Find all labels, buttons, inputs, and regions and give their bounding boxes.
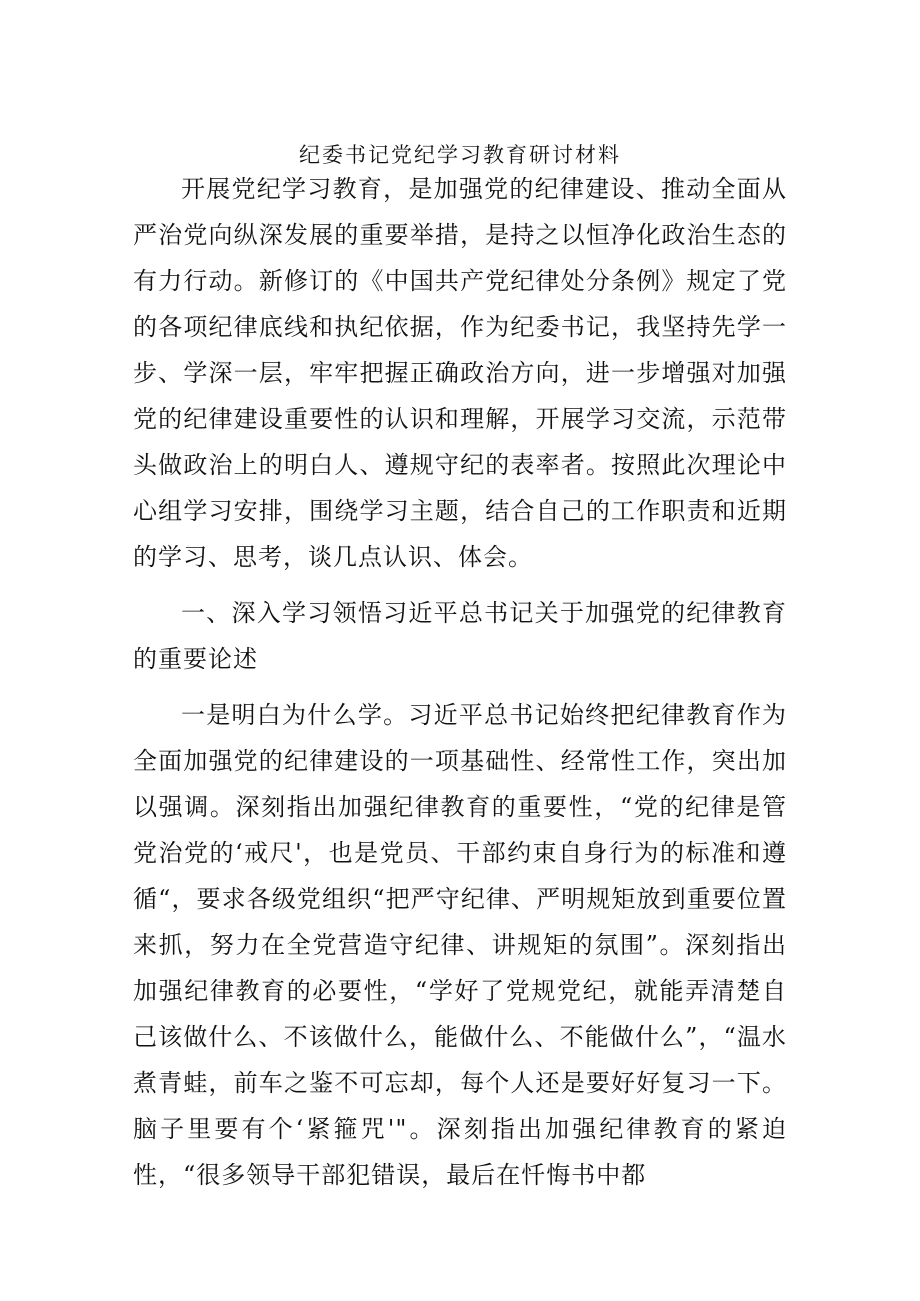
document-body [133,166,787,1198]
paragraph-why-study: 一是明白为什么学。习近平总书记始终把纪律教育作为全面加强党的纪律建设的一项基础性、经常性工作，突出加以强调。深刻指出加强纪律教育的重要性，“党的纪律是管党治党的‘戒尺'，也是党员、干部约束自身行为的标准和遵循“，要求各级党组织“把严守纪律、严明规矩放到重要位置来抓，努力在全党营造守纪律、讲规矩的氛围”。深刻指出加强纪律教育的必要性，“学好了党规党纪，就能弄清楚自己该做什么、不该做什么，能做什么、不能做什么”，“温水煮青蛙，前车之鉴不可忘却，每个人还是要好好复习一下。脑子里要有个‘紧箍咒'"。深刻指出加强纪律教育的紧迫性，“很多领导干部犯错误，最后在忏悔书中都 [133,701,787,1189]
section-heading-1: 一、深入学习领悟习近平总书记关于加强党的纪律教育的重要论述 [133,599,787,673]
document-title: 纪委书记党纪学习教育研讨材料 [299,143,621,167]
paragraph-intro: 开展党纪学习教育，是加强党的纪律建设、推动全面从严治党向纵深发展的重要举措，是持之以恒净化政治生态的有力行动。新修订的《中国共产党纪律处分条例》规定了党的各项纪律底线和执纪依据，作为纪委书记，我坚持先学一步、学深一层，牢牢把握正确政治方向，进一步增强对加强党的纪律建设重要性的认识和理解，开展学习交流，示范带头做政治上的明白人、遵规守纪的表率者。按照此次理论中心组学习安排，围绕学习主题，结合自己的工作职责和近期的学习、思考，谈几点认识、体会。 [133,175,787,571]
